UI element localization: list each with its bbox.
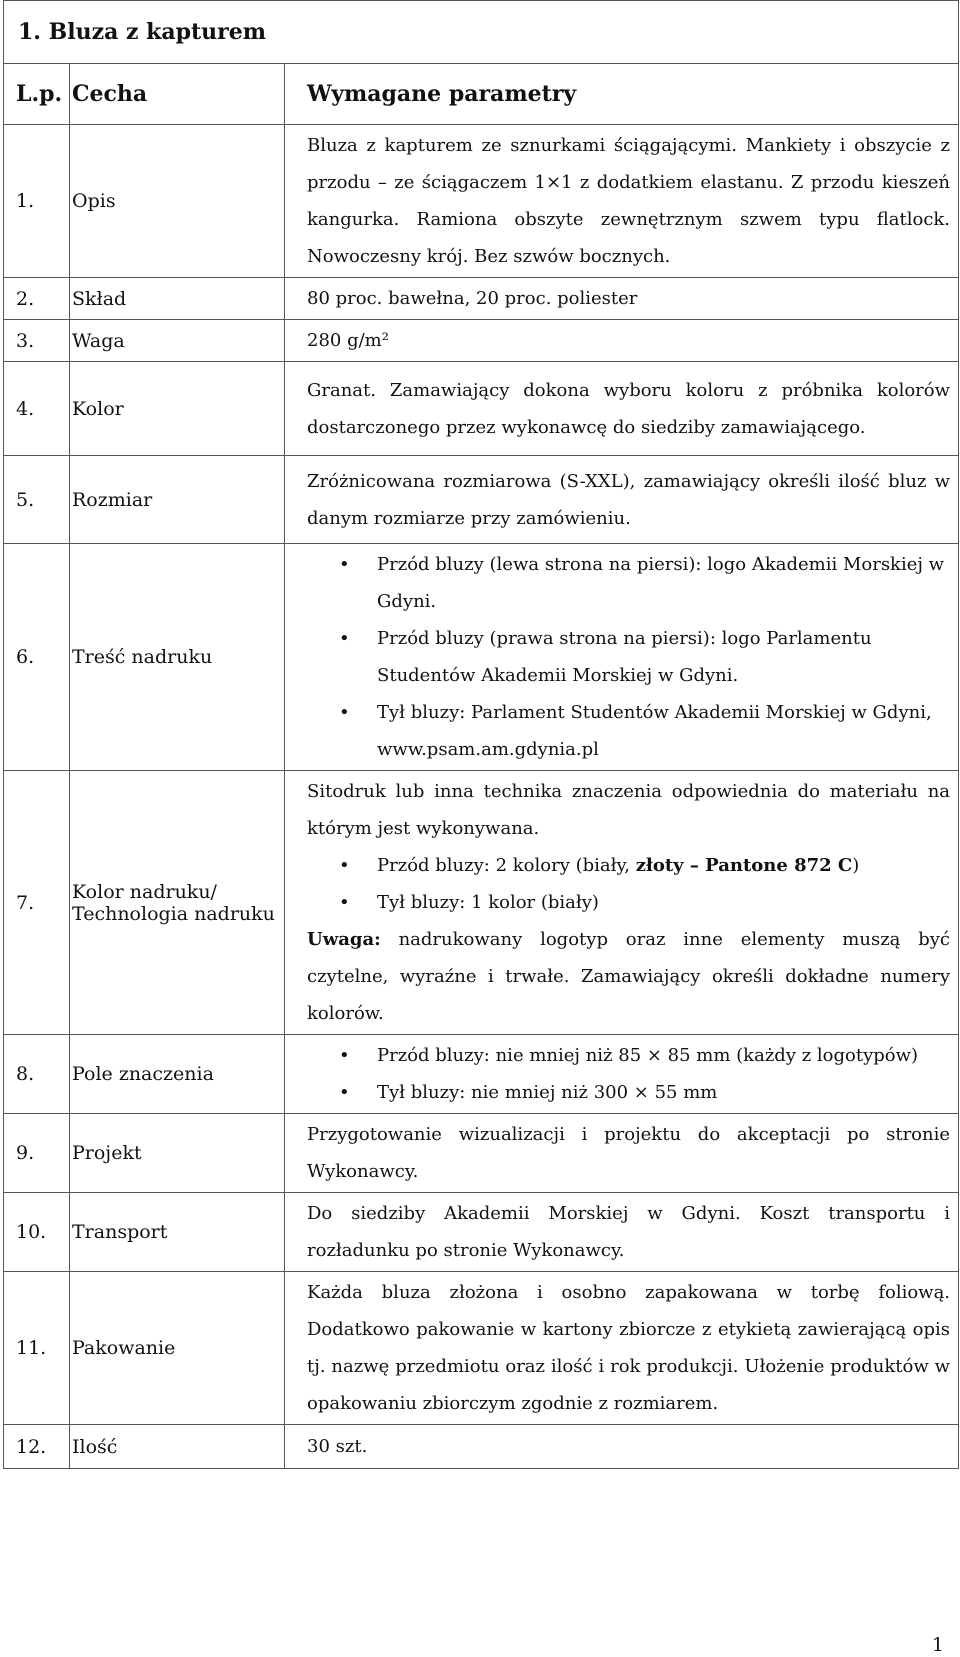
list-item: • Przód bluzy: nie mniej niż 85 × 85 mm (każdy z logotypów) xyxy=(377,1037,950,1074)
row-number: 7. xyxy=(4,771,70,1035)
table-row xyxy=(4,278,959,320)
table-row xyxy=(4,771,959,1035)
list-item: • Tył bluzy: 1 kolor (biały) xyxy=(377,884,950,921)
row-value: Przygotowanie wizualizacji i projektu do akceptacji po stronie Wykonawcy. xyxy=(285,1114,959,1193)
row-number: 2. xyxy=(4,278,70,320)
row-value: 30 szt. xyxy=(285,1425,959,1469)
bullet-text: Przód bluzy: 2 kolory (biały, xyxy=(377,855,636,876)
table-header-row xyxy=(4,64,959,125)
row-number: 9. xyxy=(4,1114,70,1193)
table-row xyxy=(4,1425,959,1469)
list-item: • Tył bluzy: nie mniej niż 300 × 55 mm xyxy=(377,1074,950,1111)
row-feature: Kolor xyxy=(70,362,285,456)
bullet-list xyxy=(307,1037,950,1111)
row-feature: Waga xyxy=(70,320,285,362)
pantone-text: złoty – Pantone 872 C xyxy=(635,855,853,876)
list-item: • Tył bluzy: Parlament Studentów Akademii Morskiej w Gdyni, www.psam.am.gdynia.pl xyxy=(377,694,950,768)
row-feature: Treść nadruku xyxy=(70,544,285,771)
row-feature: Pole znaczenia xyxy=(70,1035,285,1114)
row-feature: Projekt xyxy=(70,1114,285,1193)
print-intro: Sitodruk lub inna technika znaczenia odpowiednia do materiału na którym jest wykonywana. xyxy=(307,781,951,839)
list-item: • Przód bluzy (prawa strona na piersi): logo Parlamentu Studentów Akademii Morskiej w Gdyni. xyxy=(377,620,950,694)
header-lp: L.p. xyxy=(4,64,70,125)
bullet-list xyxy=(307,546,950,768)
row-value: Do siedziby Akademii Morskiej w Gdyni. Koszt transportu i rozładunku po stronie Wykonawcy. xyxy=(285,1193,959,1272)
note-label: Uwaga: xyxy=(307,929,381,950)
table-row xyxy=(4,1114,959,1193)
row-feature: Transport xyxy=(70,1193,285,1272)
row-value: 80 proc. bawełna, 20 proc. poliester xyxy=(285,278,959,320)
note xyxy=(307,921,950,1032)
row-feature: Rozmiar xyxy=(70,456,285,544)
section-title-row xyxy=(4,1,959,64)
row-value: Zróżnicowana rozmiarowa (S-XXL), zamawiający określi ilość bluz w danym rozmiarze przy zamówieniu. xyxy=(285,456,959,544)
table-row xyxy=(4,125,959,278)
row-value: 280 g/m² xyxy=(285,320,959,362)
row-feature: Pakowanie xyxy=(70,1272,285,1425)
table-row xyxy=(4,1272,959,1425)
row-number: 8. xyxy=(4,1035,70,1114)
table-row xyxy=(4,1035,959,1114)
page-number: 1 xyxy=(931,1634,944,1656)
row-number: 4. xyxy=(4,362,70,456)
table-row xyxy=(4,1193,959,1272)
row-value xyxy=(285,771,959,1035)
table-row xyxy=(4,544,959,771)
row-number: 12. xyxy=(4,1425,70,1469)
header-params: Wymagane parametry xyxy=(285,64,959,125)
row-number: 1. xyxy=(4,125,70,278)
row-number: 6. xyxy=(4,544,70,771)
row-number: 10. xyxy=(4,1193,70,1272)
row-number: 3. xyxy=(4,320,70,362)
spec-table xyxy=(3,0,959,1469)
table-row xyxy=(4,362,959,456)
section-title: 1. Bluza z kapturem xyxy=(4,1,959,64)
row-value: Granat. Zamawiający dokona wyboru koloru z próbnika kolorów dostarczonego przez wykonawcę do siedziby zamawiającego. xyxy=(285,362,959,456)
row-value: Bluza z kapturem ze sznurkami ściągającymi. Mankiety i obszycie z przodu – ze ściągaczem 1×1 z dodatkiem elastanu. Z przodu kieszeń kangurka. Ramiona obszyte zewnętrznym szwem typu flatlock. Nowoczesny krój. Bez szwów bocznych. xyxy=(285,125,959,278)
row-value xyxy=(285,544,959,771)
table-row xyxy=(4,456,959,544)
row-feature: Opis xyxy=(70,125,285,278)
list-item: • Przód bluzy (lewa strona na piersi): logo Akademii Morskiej w Gdyni. xyxy=(377,546,950,620)
header-feature: Cecha xyxy=(70,64,285,125)
row-value xyxy=(285,1035,959,1114)
table-row xyxy=(4,320,959,362)
row-number: 11. xyxy=(4,1272,70,1425)
bullet-text: ) xyxy=(852,855,860,876)
note-text: nadrukowany logotyp oraz inne elementy muszą być czytelne, wyraźne i trwałe. Zamawiający określi dokładne numery kolorów. xyxy=(307,929,951,1024)
row-feature: Kolor nadruku/ Technologia nadruku xyxy=(70,771,285,1035)
bullet-list xyxy=(307,847,950,921)
row-feature: Skład xyxy=(70,278,285,320)
row-feature: Ilość xyxy=(70,1425,285,1469)
list-item xyxy=(377,847,950,884)
row-number: 5. xyxy=(4,456,70,544)
row-value: Każda bluza złożona i osobno zapakowana w torbę foliową. Dodatkowo pakowanie w kartony zbiorcze z etykietą zawierającą opis tj. nazwę przedmiotu oraz ilość i rok produkcji. Ułożenie produktów w opakowaniu zbiorczym zgodnie z rozmiarem. xyxy=(285,1272,959,1425)
